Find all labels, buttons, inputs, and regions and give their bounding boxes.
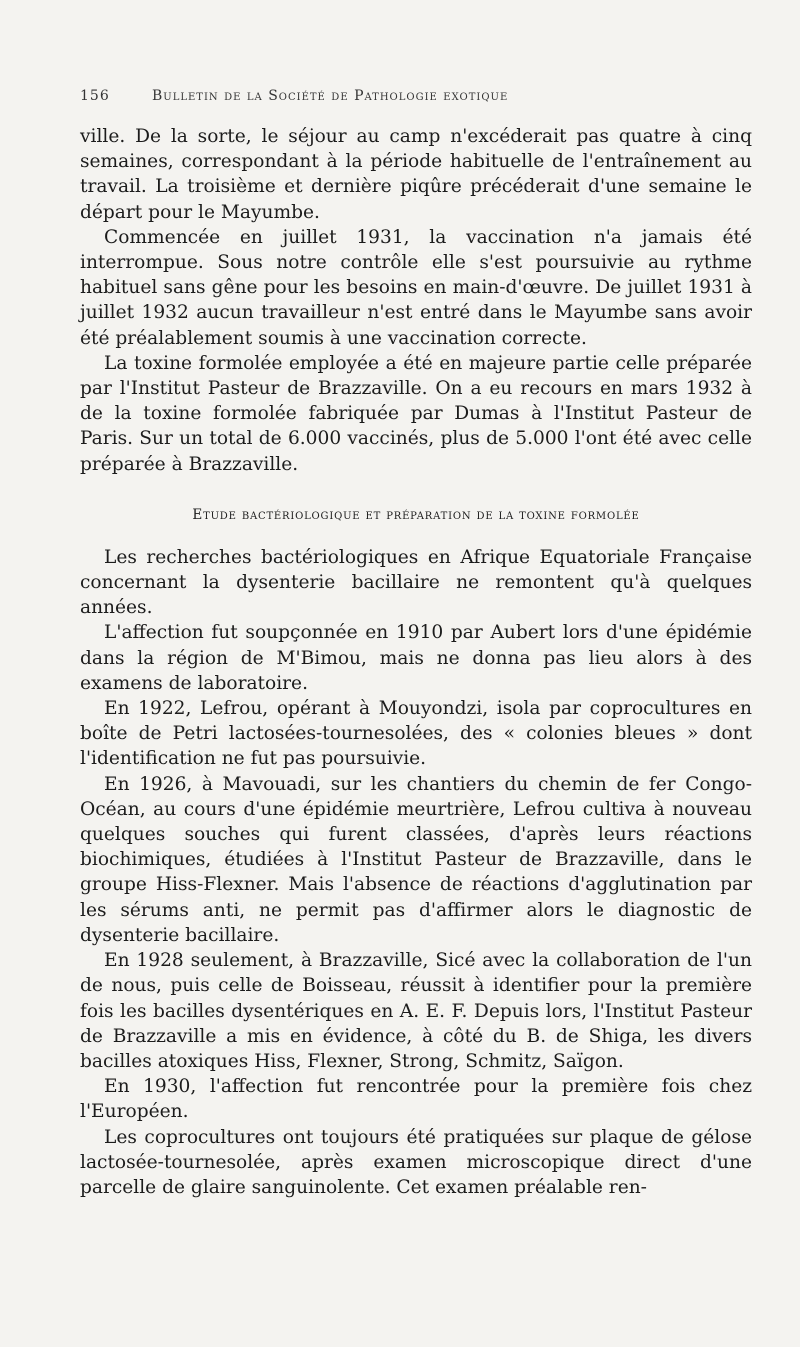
paragraph: En 1926, à Mavouadi, sur les chantiers du chemin de fer Congo-Océan, au cours d'une épidémie meurtrière, Lefrou cultiva à nouveau quelques souches qui furent classées, d'après leurs réactions biochimiques, étudiées à l'Institut Pasteur de Brazzaville, dans le groupe Hiss-Flexner. Mais l'absence de réactions d'agglutination par les sérums anti, ne permit pas d'affirmer alors le diagnostic de dysenterie bacillaire. <box>80 773 752 946</box>
journal-title: Bulletin de la Société de Pathologie exotique <box>152 88 509 104</box>
paragraph: Les coprocultures ont toujours été pratiquées sur plaque de gélose lactosée-tournesolée, après examen microscopique direct d'une parcelle de glaire sanguinolente. Cet examen préalable ren- <box>80 1126 752 1198</box>
section-title: Etude bactériologique et préparation de la toxine formolée <box>192 506 640 523</box>
page-number: 156 <box>80 88 110 104</box>
page <box>80 88 752 1200</box>
paragraph: En 1928 seulement, à Brazzaville, Sicé avec la collaboration de l'un de nous, puis celle de Boisseau, réussit à identifier pour la première fois les bacilles dysentériques en A. E. F. Depuis lors, l'Institut Pasteur de Brazzaville a mis en évidence, à côté du B. de Shiga, les divers bacilles atoxiques Hiss, Flexner, Strong, Schmitz, Saïgon. <box>80 950 752 1072</box>
paragraph: La toxine formolée employée a été en majeure partie celle préparée par l'Institut Pasteur de Brazzaville. On a eu recours en mars 1932 à de la toxine formolée fabriquée par Dumas à l'Institut Pasteur de Paris. Sur un total de 6.000 vaccinés, plus de 5.000 l'ont été avec celle préparée à Brazzaville. <box>80 352 752 475</box>
body-text <box>80 124 752 1200</box>
paragraph: Commencée en juillet 1931, la vaccination n'a jamais été interrompue. Sous notre contrôle elle s'est poursuivie au rythme habituel sans gêne pour les besoins en main-d'œuvre. De juillet 1931 à juillet 1932 aucun travailleur n'est entré dans le Mayumbe sans avoir été préalablement soumis à une vaccination correcte. <box>80 226 752 349</box>
paragraph: L'affection fut soupçonnée en 1910 par Aubert lors d'une épidémie dans la région de M'Bimou, mais ne donna pas lieu alors à des examens de laboratoire. <box>80 622 752 694</box>
running-head <box>80 88 752 104</box>
paragraph: En 1930, l'affection fut rencontrée pour la première fois chez l'Européen. <box>80 1076 752 1123</box>
paragraph: En 1922, Lefrou, opérant à Mouyondzi, isola par coprocultures en boîte de Petri lactosées-tournesolées, des « colonies bleues » dont l'identification ne fut pas poursuivie. <box>80 698 752 770</box>
paragraph: Les recherches bactériologiques en Afrique Equatoriale Française concernant la dysenterie bacillaire ne remontent qu'à quelques années. <box>80 546 752 619</box>
paragraph: ville. De la sorte, le séjour au camp n'excéderait pas quatre à cinq semaines, correspondant à la période habituelle de l'entraînement au travail. La troisième et dernière piqûre précéderait d'une semaine le départ pour le Mayumbe. <box>80 126 752 223</box>
